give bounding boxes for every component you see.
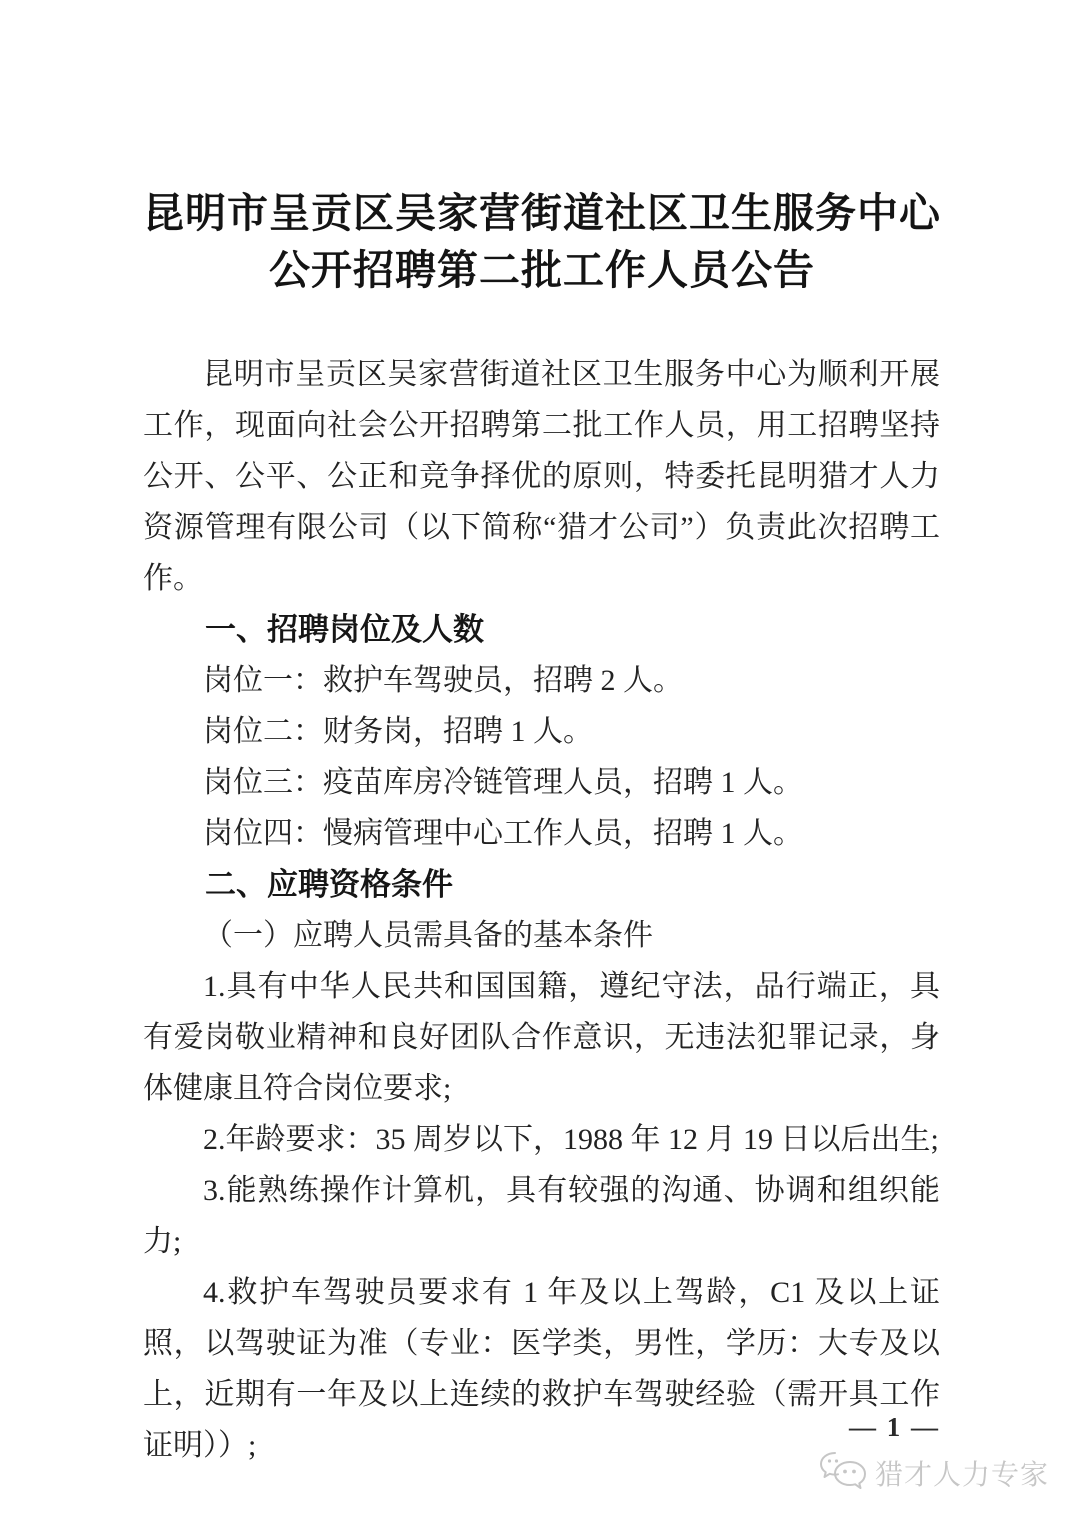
section-heading-qualifications: 二、应聘资格条件 [205, 867, 453, 902]
subsection-heading-basic-conditions: （一）应聘人员需具备的基本条件 [203, 919, 653, 952]
requirement-item-4: 4.救护车驾驶员要求有 1 年及以上驾龄，C1 及以上证照，以驾驶证为准（专业：医学类，男性，学历：大专及以上，近期有一年及以上连续的救护车驾驶经验（需开具工作证明））; [143, 1276, 940, 1462]
chat-bubbles-icon [817, 1449, 869, 1497]
watermark-label: 猎才人力专家 [874, 1460, 1049, 1491]
section-heading-positions: 一、招聘岗位及人数 [205, 612, 484, 647]
page-title-line1: 昆明市呈贡区吴家营街道社区卫生服务中心 [143, 190, 941, 236]
watermark [817, 1449, 1049, 1497]
requirement-item-1: 1.具有中华人民共和国国籍，遵纪守法，品行端正，具有爱岗敬业精神和良好团队合作意识，无违法犯罪记录，身体健康且符合岗位要求; [143, 970, 940, 1105]
page-title [142, 185, 942, 299]
document-body [143, 349, 940, 1471]
intro-paragraph: 昆明市呈贡区吴家营街道社区卫生服务中心为顺利开展工作，现面向社会公开招聘第二批工作人员，用工招聘坚持公开、公平、公正和竞争择优的原则，特委托昆明猎才人力资源管理有限公司（以下简称“猎才公司”）负责此次招聘工作。 [143, 358, 940, 595]
page-title-line2: 公开招聘第二批工作人员公告 [269, 247, 815, 293]
position-item-2: 岗位二：财务岗，招聘 1 人。 [203, 715, 593, 748]
position-item-3: 岗位三：疫苗库房冷链管理人员，招聘 1 人。 [203, 766, 803, 799]
requirement-item-2: 2.年龄要求：35 周岁以下，1988 年 12 月 19 日以后出生; [203, 1123, 939, 1156]
position-item-1: 岗位一：救护车驾驶员，招聘 2 人。 [203, 664, 683, 697]
position-item-4: 岗位四：慢病管理中心工作人员，招聘 1 人。 [203, 817, 803, 850]
requirement-item-3: 3.能熟练操作计算机，具有较强的沟通、协调和组织能力; [143, 1174, 940, 1258]
page-number: — 1 — [849, 1412, 940, 1442]
